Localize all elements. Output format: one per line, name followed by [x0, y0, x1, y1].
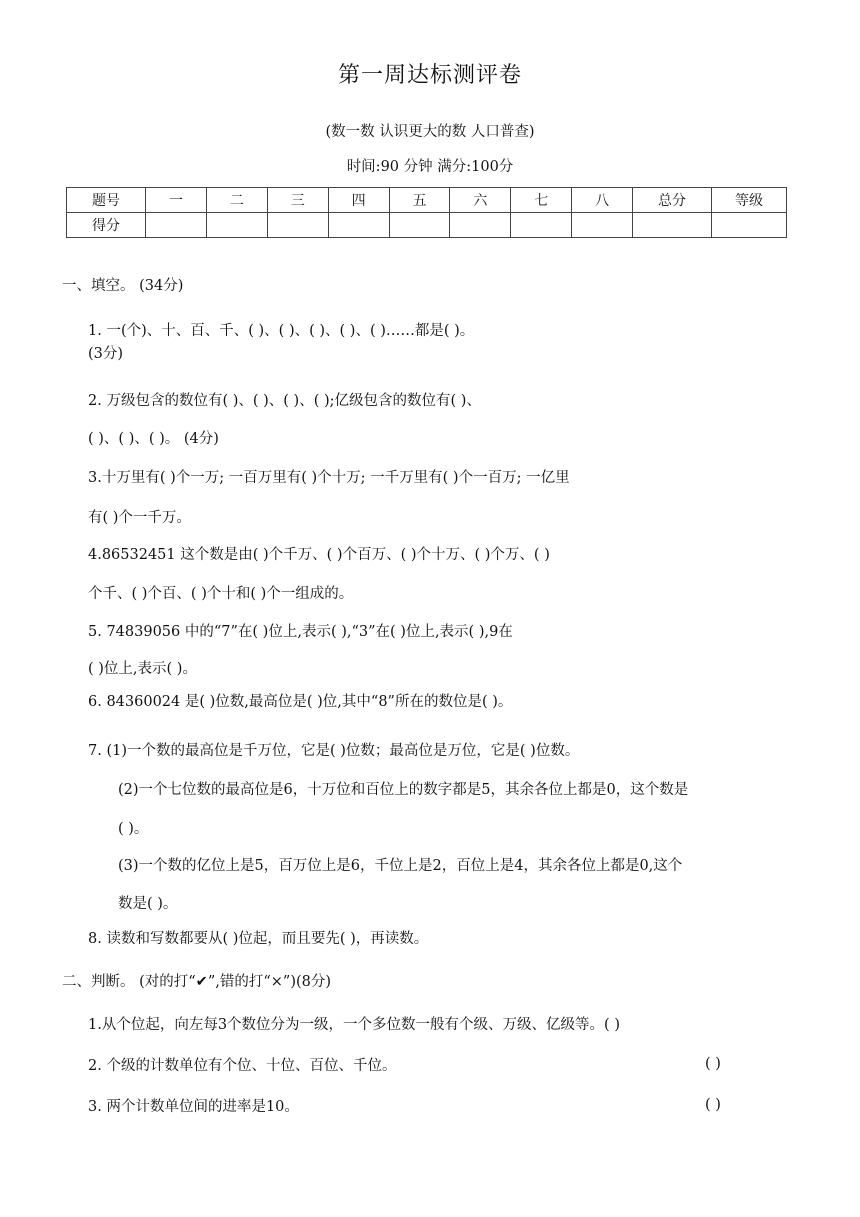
- score-entry-cell[interactable]: [328, 213, 389, 238]
- score-entry-cell[interactable]: [389, 213, 450, 238]
- score-header-cell: 二: [206, 188, 267, 213]
- score-header-cell: 七: [511, 188, 572, 213]
- score-table-score-row: [67, 213, 787, 238]
- judgment-question-3: 3. 两个计数单位间的进率是10。: [88, 1099, 299, 1115]
- score-entry-cell[interactable]: [267, 213, 328, 238]
- score-entry-cell[interactable]: [712, 213, 787, 238]
- question-2-line-2: ( )、( )、( )。 (4分): [88, 431, 219, 447]
- question-7-part-2-line-1: (2)一个七位数的最高位是6，十万位和百位上的数字都是5，其余各位上都是0，这个数是: [118, 782, 689, 798]
- question-1-line-1: 1. 一(个)、十、百、千、( )、( )、( )、( )、( )……都是( )。: [88, 323, 475, 339]
- score-entry-cell[interactable]: [146, 213, 207, 238]
- judgment-answer-box-2[interactable]: ( ): [705, 1056, 721, 1072]
- page-title: 第一周达标测评卷: [337, 63, 522, 88]
- question-6: 6. 84360024 是( )位数,最高位是( )位,其中“8”所在的数位是( )。: [88, 694, 513, 710]
- question-7-part-1: 7. (1)一个数的最高位是千万位，它是( )位数；最高位是万位，它是( )位数。: [88, 743, 580, 759]
- question-5-line-2: ( )位上,表示( )。: [88, 661, 197, 677]
- question-7-part-3-line-2: 数是( )。: [118, 896, 178, 912]
- section2-heading: 二、判断。 (对的打“✔”,错的打“×”)(8分): [62, 974, 332, 990]
- time-info: 时间:90 分钟 满分:100分: [346, 159, 514, 175]
- score-entry-cell[interactable]: [633, 213, 712, 238]
- question-7-part-3-line-1: (3)一个数的亿位上是5，百万位上是6，千位上是2，百位上是4，其余各位上都是0,这个: [118, 858, 683, 874]
- score-header-cell: 等级: [712, 188, 787, 213]
- question-1-line-2: (3分): [88, 346, 124, 362]
- score-header-cell: 八: [572, 188, 633, 213]
- score-entry-cell[interactable]: [206, 213, 267, 238]
- section1-heading: 一、填空。 (34分): [62, 278, 184, 294]
- score-header-cell: 三: [267, 188, 328, 213]
- page-subtitle: (数一数 认识更大的数 人口普查): [325, 124, 535, 140]
- score-entry-cell[interactable]: [572, 213, 633, 238]
- score-header-cell: 总分: [633, 188, 712, 213]
- judgment-question-2: 2. 个级的计数单位有个位、十位、百位、千位。: [88, 1058, 397, 1074]
- question-8: 8. 读数和写数都要从( )位起，而且要先( )，再读数。: [88, 931, 429, 947]
- question-3-line-1: 3.十万里有( )个一万; 一百万里有( )个十万; 一千万里有( )个一百万; 一亿里: [88, 470, 570, 486]
- score-table: [66, 187, 787, 238]
- score-header-cell: 题号: [67, 188, 146, 213]
- judgment-question-1: 1.从个位起，向左每3个数位分为一级，一个多位数一般有个级、万级、亿级等。( ): [88, 1017, 620, 1033]
- question-7-part-2-line-2: ( )。: [118, 821, 149, 837]
- question-5-line-1: 5. 74839056 中的“7”在( )位上,表示( ),“3”在( )位上,表示( ),9在: [88, 624, 513, 640]
- score-table-header-row: [67, 188, 787, 213]
- score-header-cell: 六: [450, 188, 511, 213]
- score-header-cell: 四: [328, 188, 389, 213]
- question-3-line-2: 有( )个一千万。: [88, 510, 191, 526]
- score-row-label: 得分: [67, 213, 146, 238]
- score-header-cell: 一: [146, 188, 207, 213]
- score-entry-cell[interactable]: [450, 213, 511, 238]
- score-entry-cell[interactable]: [511, 213, 572, 238]
- question-4-line-2: 个千、( )个百、( )个十和( )个一组成的。: [88, 586, 354, 602]
- question-2-line-1: 2. 万级包含的数位有( )、( )、( )、( );亿级包含的数位有( )、: [88, 393, 481, 409]
- question-4-line-1: 4.86532451 这个数是由( )个千万、( )个百万、( )个十万、( )个万、( ): [88, 547, 550, 563]
- judgment-answer-box-3[interactable]: ( ): [705, 1097, 721, 1113]
- score-header-cell: 五: [389, 188, 450, 213]
